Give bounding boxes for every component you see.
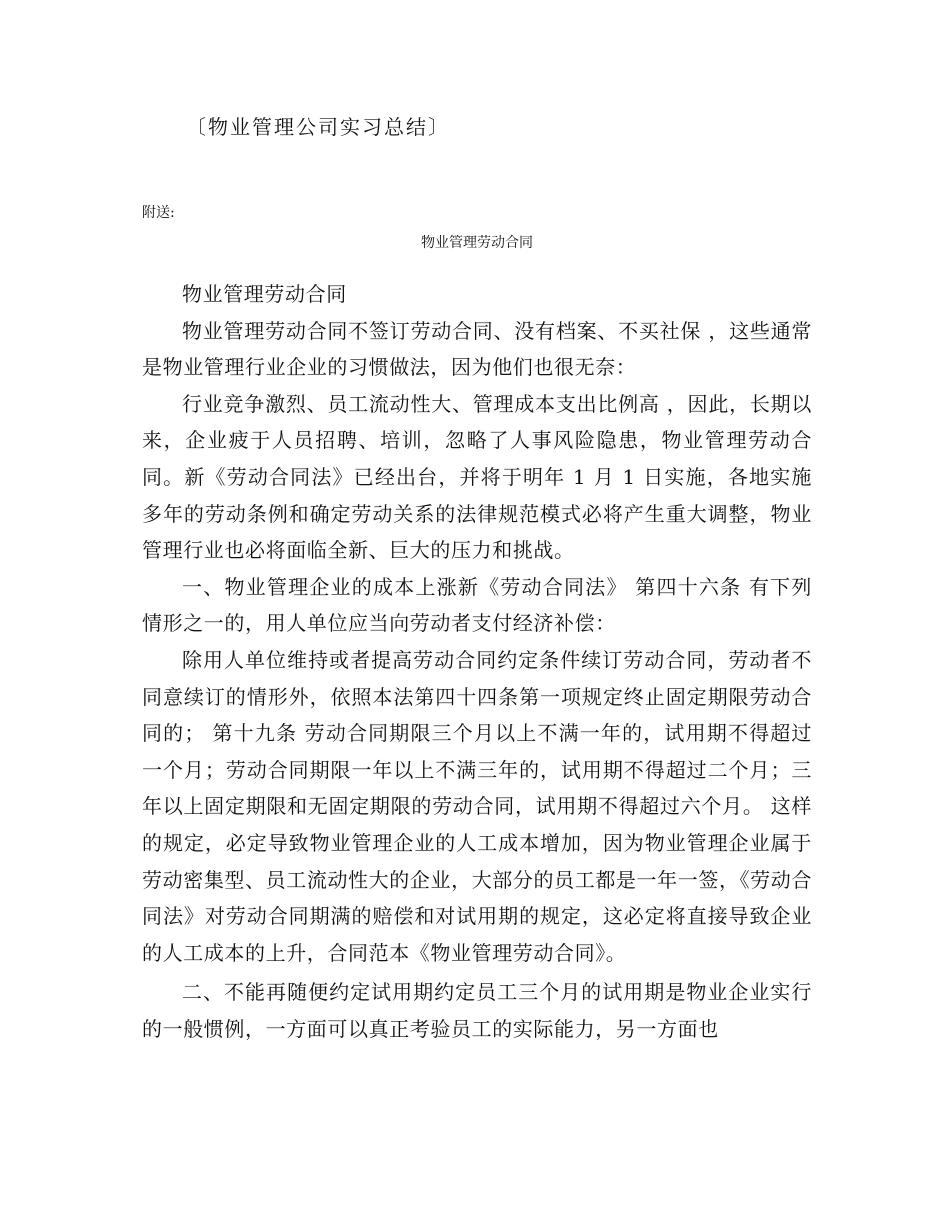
paragraph: 物业管理劳动合同不签订劳动合同、没有档案、不买社保 ，这些通常是物业管理行业企业的习惯做法，因为他们也很无奈： (142, 318, 812, 380)
document-body (142, 276, 812, 1047)
paragraph: 除用人单位维持或者提高劳动合同约定条件续订劳动合同，劳动者不同意续订的情形外，依照本法第四十四条第一项规定终止固定期限劳动合同的； 第十九条 劳动合同期限三个月以上不满一年的，试用期不得超过一个月；劳动合同期限一年以上不满三年的，试用期不得超过二个月；三年以上固定期限和无固定期限的劳动合同，试用期不得超过六个月。 这样的规定，必定导致物业管理企业的人工成本增加，因为物业管理企业属于劳动密集型、员工流动性大的企业，大部分的员工都是一年一签，《劳动合同法》对劳动合同期满的赔偿和对试用期的规定，这必定将直接导致企业的人工成本的上升，合同范本《物业管理劳动合同》。 (142, 647, 812, 965)
contract-title: 物业管理劳动合同 (421, 235, 533, 251)
paragraph: 行业竞争激烈、员工流动性大、管理成本支出比例高 ，因此，长期以来，企业疲于人员招聘、培训，忽略了人事风险隐患，物业管理劳动合同。新《劳动合同法》已经出台，并将于明年 1 月 1 日实施，各地实施多年的劳动条例和确定劳动关系的法律规范模式必将产生重大调整，物业管理行业也必将面临全新、巨大的压力和挑战。 (142, 391, 812, 563)
document-header-title: 〔物业管理公司实习总结〕 (186, 115, 450, 139)
paragraph: 二、不能再随便约定试用期约定员工三个月的试用期是物业企业实行的一般惯例，一方面可以真正考验员工的实际能力，另一方面也 (142, 980, 812, 1041)
paragraph: 一、物业管理企业的成本上涨新《劳动合同法》 第四十六条 有下列情形之一的，用人单位应当向劳动者支付经济补偿： (142, 574, 812, 636)
paragraph-heading: 物业管理劳动合同 (182, 282, 347, 306)
attachment-label: 附送: (142, 205, 175, 221)
